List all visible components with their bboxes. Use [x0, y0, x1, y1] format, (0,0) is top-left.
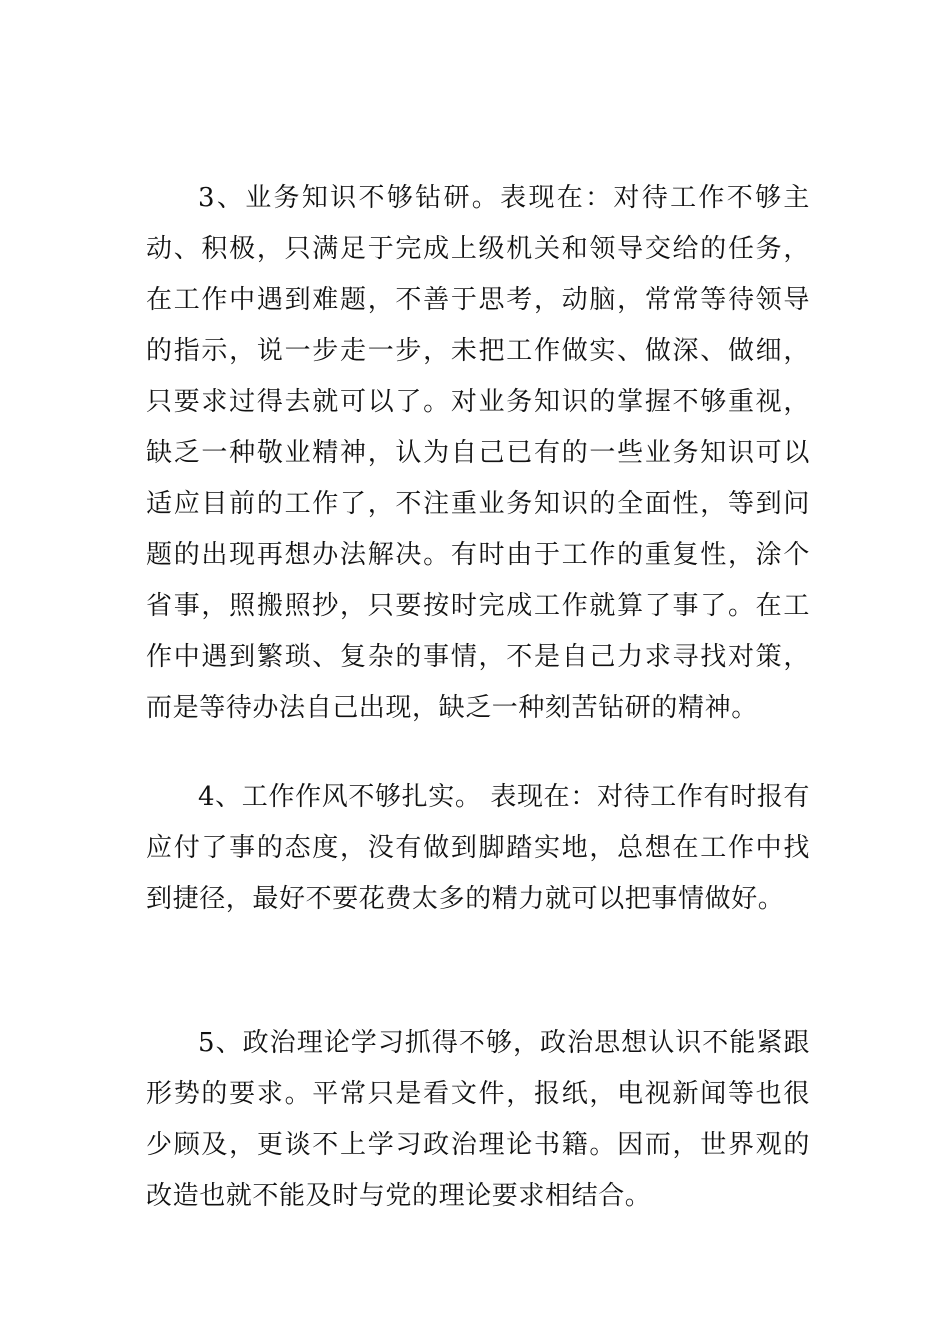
paragraph-4-work-style: 4、工作作风不够扎实。 表现在：对待工作有时报有应付了事的态度，没有做到脚踏实地，总想在工作中找到捷径，最好不要花费太多的精力就可以把事情做好。 [146, 782, 810, 914]
paragraph-5-political-theory: 5、政治理论学习抓得不够，政治思想认识不能紧跟形势的要求。平常只是看文件，报纸，电视新闻等也很少顾及，更谈不上学习政治理论书籍。因而，世界观的改造也就不能及时与党的理论要求相结合。 [146, 1028, 810, 1211]
paragraph-3-business-knowledge: 3、业务知识不够钻研。表现在：对待工作不够主动、积极，只满足于完成上级机关和领导交给的任务，在工作中遇到难题，不善于思考，动脑，常常等待领导的指示，说一步走一步，未把工作做实、做深、做细，只要求过得去就可以了。对业务知识的掌握不够重视，缺乏一种敬业精神，认为自己已有的一些业务知识可以适应目前的工作了，不注重业务知识的全面性，等到问题的出现再想办法解决。有时由于工作的重复性，涂个省事，照搬照抄，只要按时完成工作就算了事了。在工作中遇到繁琐、复杂的事情，不是自己力求寻找对策，而是等待办法自己出现，缺乏一种刻苦钻研的精神。 [146, 183, 810, 723]
